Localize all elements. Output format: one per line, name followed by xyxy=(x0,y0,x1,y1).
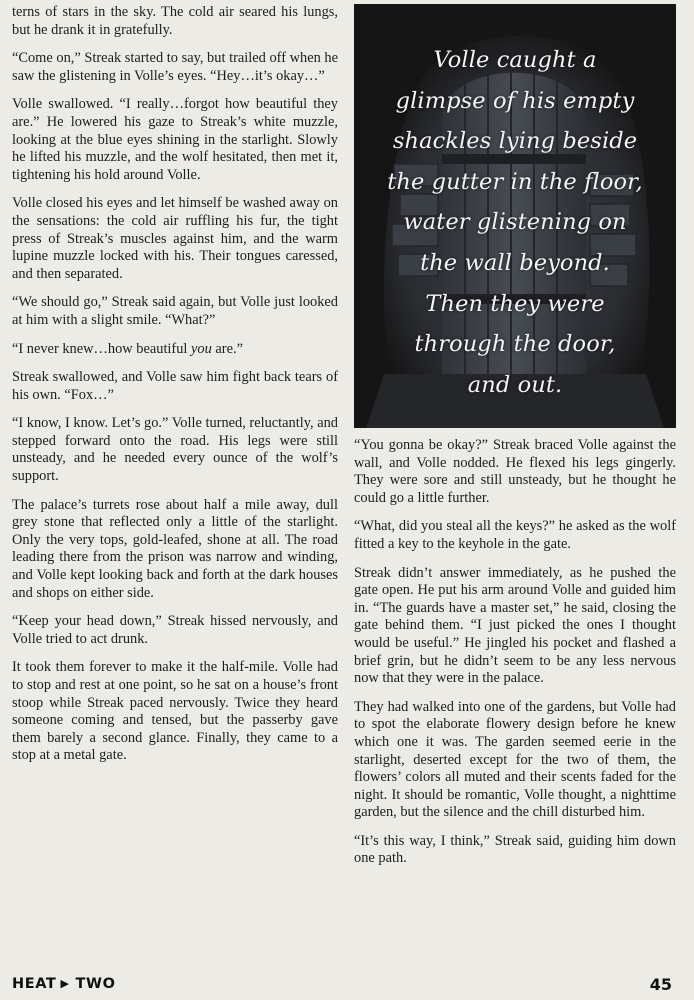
paragraph: Streak swallowed, and Volle saw him fight back tears of his own. “Fox…” xyxy=(12,369,338,403)
page-number: 45 xyxy=(649,975,672,994)
text-run: “I never knew…how beautiful xyxy=(12,340,192,357)
paragraph: “I know, I know. Let’s go.” Volle turned, reluctantly, and stepped forward onto the road. His legs were still unsteady, and he needed every ounce of the wolf’s support. xyxy=(12,415,338,485)
pull-quote-line: and out. xyxy=(467,371,563,398)
pull-quote-text xyxy=(354,40,676,405)
paragraph: Volle swallowed. “I really…forgot how beautiful they are.” He lowered his gaze to Streak’s white muzzle, looking at the blue eyes shining in the starlight. Slowly he lifted his muzzle, and the wolf hesitated, then met it, tightening his hold around Volle. xyxy=(12,96,338,183)
emphasis: you xyxy=(191,340,212,357)
running-footer xyxy=(12,976,116,992)
paragraph: terns of stars in the sky. The cold air seared his lungs, but he drank it in gratefully. xyxy=(12,4,338,38)
pull-quote-line: the gutter in the floor, xyxy=(387,168,643,195)
page-footer xyxy=(0,970,694,1000)
paragraph xyxy=(12,341,338,359)
text-run: are.” xyxy=(211,340,243,357)
pull-quote-line: Then they were xyxy=(425,290,605,317)
paragraph: “You gonna be okay?” Streak braced Volle against the wall, and Volle nodded. He flexed his legs gingerly. They were sore and still unsteady, but he thought he could go a little further. xyxy=(354,437,676,506)
pull-quote-line: water glistening on xyxy=(403,209,627,236)
pull-quote-line: the wall beyond. xyxy=(420,249,610,276)
pull-quote-line: Volle caught a xyxy=(433,47,597,73)
pull-quote xyxy=(354,4,676,428)
paragraph: “Come on,” Streak started to say, but trailed off when he saw the glistening in Volle’s eyes. “Hey…it’s okay…” xyxy=(12,50,338,84)
paragraph: The palace’s turrets rose about half a mile away, dull grey stone that reflected only a little of the starlight. Only the very tops, gold-leafed, shone at all. The road leading there from the prison was narrow and winding, and Volle kept looking back and forth at the dark houses and shops on either side. xyxy=(12,496,338,601)
pull-quote-line: shackles lying beside xyxy=(392,128,638,155)
right-text-column xyxy=(354,437,676,879)
left-text-column xyxy=(12,4,338,776)
paragraph: It took them forever to make it the half-mile. Volle had to stop and rest at one point, so he sat on a house’s front stoop while Streak paced nervously. Twice they heard someone coming and tensed, but the passerby gave them barely a second glance. Finally, they came to a stop at a metal gate. xyxy=(12,659,338,764)
pull-quote-line: glimpse of his empty xyxy=(395,87,635,114)
magazine-name: HEAT xyxy=(12,976,57,992)
issue-name: TWO xyxy=(75,976,116,992)
paragraph: Streak didn’t answer immediately, as he pushed the gate open. He put his arm around Volle and guided him in. “The guards have a master set,” he said, closing the gate behind them. “I just picked the ones I thought would be useful.” He jingled his pocket and flashed a brief grin, but he didn’t seem to be any less nervous now that they were in the palace. xyxy=(354,564,676,687)
pull-quote-line: through the door, xyxy=(414,331,616,358)
paragraph: “It’s this way, I think,” Streak said, guiding him down one path. xyxy=(354,832,676,867)
paragraph: “We should go,” Streak said again, but Volle just looked at him with a slight smile. “What?” xyxy=(12,294,338,328)
paragraph: They had walked into one of the gardens, but Volle had to spot the elaborate flowery design before he knew which one it was. The garden seemed eerie in the starlight, deserted except for the two of them, the flowers’ colors all muted and their scents faded for the night. It should be romantic, Volle thought, a nighttime garden, but the silence and the chill disturbed him. xyxy=(354,698,676,821)
paragraph: Volle closed his eyes and let himself be washed away on the sensations: the cold air ruffling his fur, the tight press of Streak’s muscles against him, and the warm lupine muzzle locked with his. Their tongues caressed, and then separated. xyxy=(12,195,338,282)
right-triangle-icon: ▶ xyxy=(60,977,70,990)
paragraph: “Keep your head down,” Streak hissed nervously, and Volle tried to act drunk. xyxy=(12,613,338,647)
paragraph: “What, did you steal all the keys?” he asked as the wolf fitted a key to the keyhole in the gate. xyxy=(354,518,676,552)
